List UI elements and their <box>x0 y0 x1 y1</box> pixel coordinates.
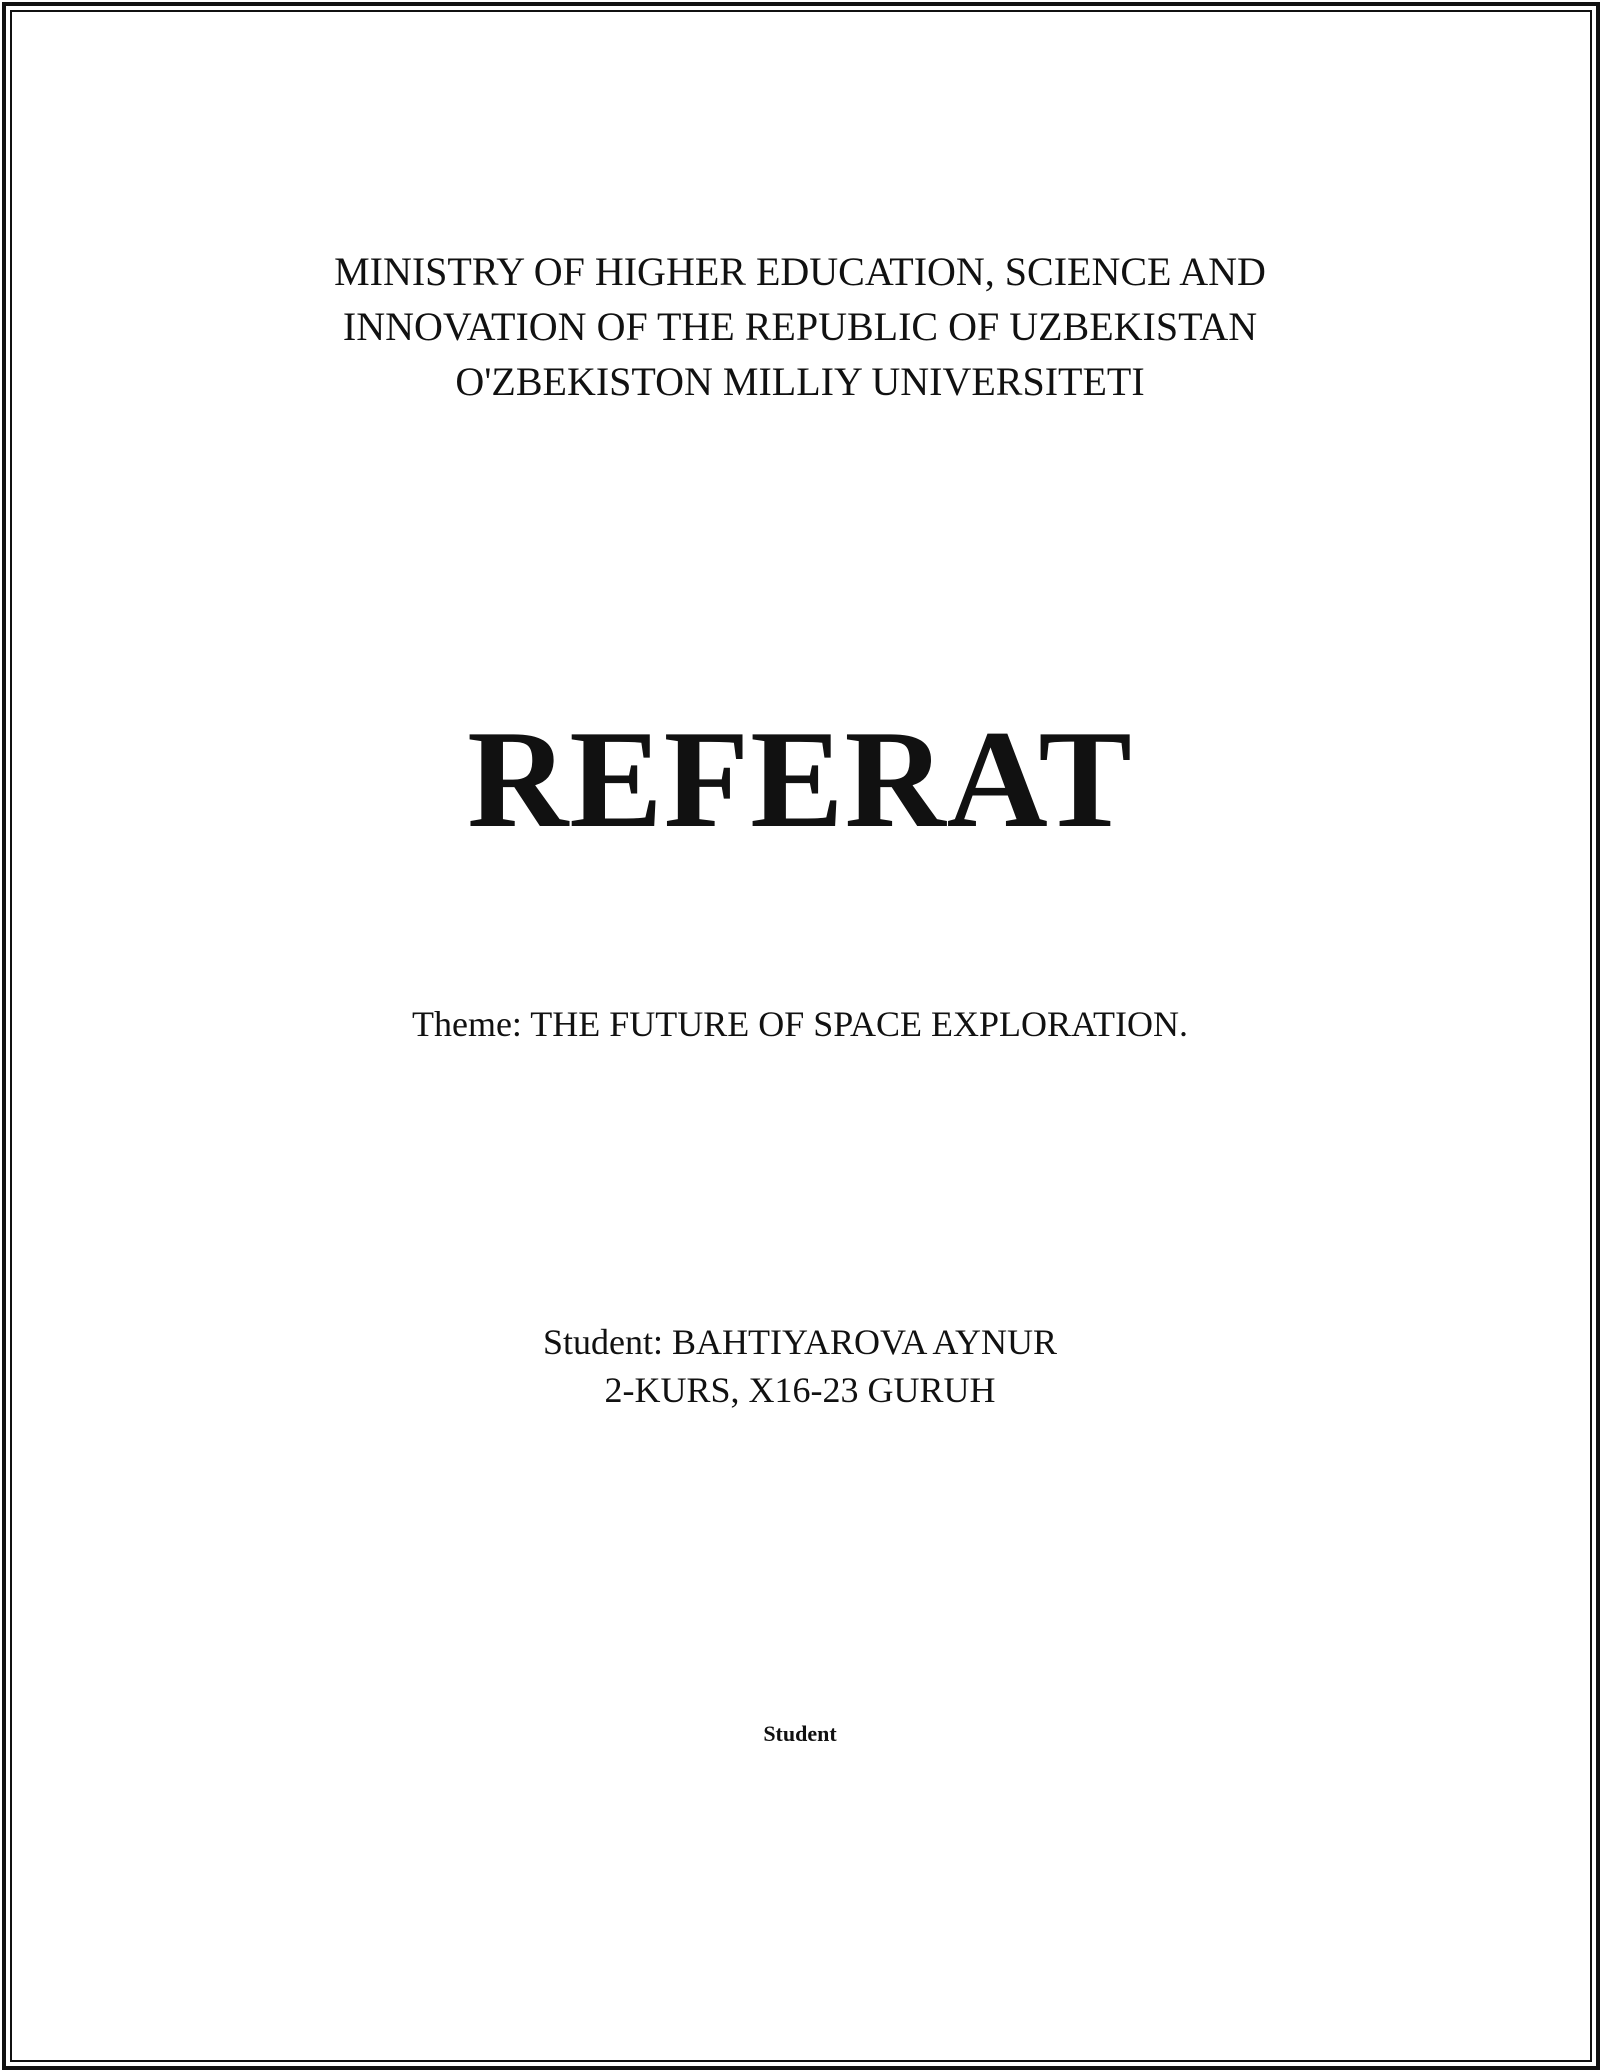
institution-header <box>0 244 1600 409</box>
student-group: 2-KURS, X16-23 GURUH <box>604 1370 996 1410</box>
header-line-3: O'ZBEKISTON MILLIY UNIVERSITETI <box>455 359 1145 404</box>
student-info <box>0 1318 1600 1414</box>
header-line-1: MINISTRY OF HIGHER EDUCATION, SCIENCE AND <box>334 249 1266 294</box>
document-title: REFERAT <box>467 702 1133 857</box>
theme-line: Theme: THE FUTURE OF SPACE EXPLORATION. <box>411 1004 1189 1044</box>
header-line-2: INNOVATION OF THE REPUBLIC OF UZBEKISTAN <box>342 304 1258 349</box>
student-name: Student: BAHTIYAROVA AYNUR <box>542 1322 1058 1362</box>
footer-label: Student <box>763 1721 837 1746</box>
